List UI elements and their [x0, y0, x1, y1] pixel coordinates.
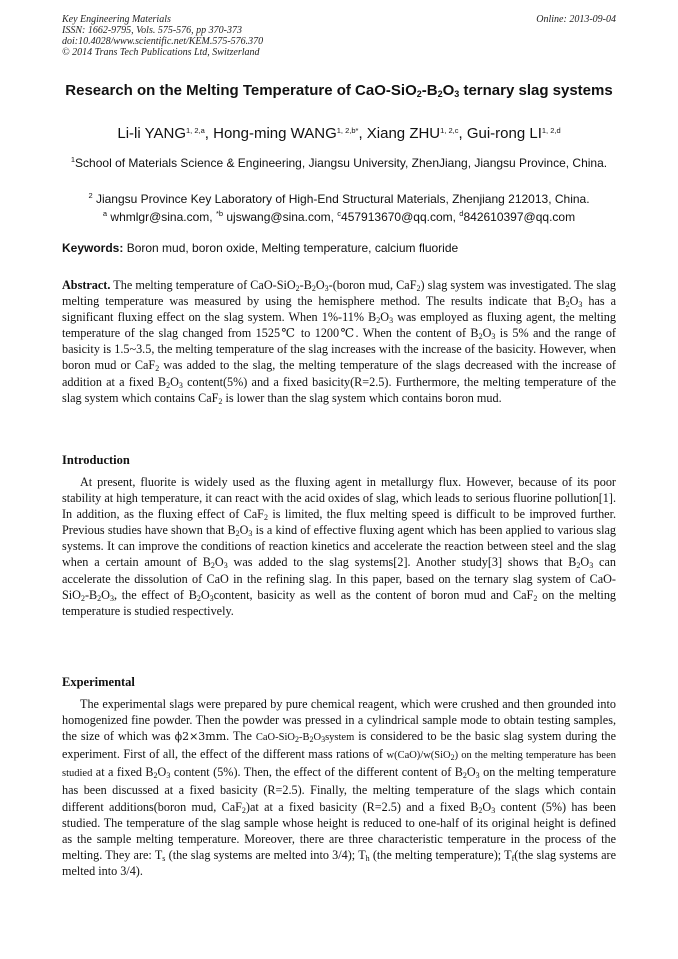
journal-name: Key Engineering Materials [62, 14, 171, 25]
introduction-paragraph: At present, fluorite is widely used as the fluxing agent in metallurgy flux. However, because of its poor stability at high temperature, it can react with the acid oxides of slag, which leads to serious fluorine pollution[1]. In addition, as the fluxing effect of CaF$_2$ is limited, the flux melting speed is difficult to be improved further. Previous studies have shown that $B_2O_3$ is a kind of effective fluxing agent which has been applied to various slag systems. It can improve the conditions of reaction kinetics and accelerate the reaction between steel and the slag when a certain amount of $B_2O_3$ was added to the slag systems[2]. Another study[3] shows that $B_2O_3$ can accelerate the dissolution of CaO in the refining slag. In this paper, based on the ternary slag system of CaO-$SiO_2-B_2O_3$, the effect of $B_2O_3content$, basicity as well as the content of boron mud and CaF$_2$ on the melting temperature is studied respectively. [62, 475, 617, 618]
email-d[interactable]: 842610397@qq.com [463, 210, 576, 224]
section-heading-experimental: Experimental [62, 675, 135, 689]
section-heading-introduction: Introduction [62, 453, 130, 467]
author-name: Gui-rong LI [466, 125, 542, 142]
author-emails: $^a$ whmlgr@sina.com, $^{*b}$ ujswang@sina.com, $^c$457913670@qq.com, $^d$842610397@qq.com [102, 209, 576, 224]
keywords-text: Boron mud, boron oxide, Melting temperature, calcium fluoride [123, 241, 459, 255]
keywords-label: Keywords: [62, 241, 124, 255]
email-a[interactable]: whmlgr@sina.com, [107, 210, 216, 224]
issn-line: ISSN: 1662-9795, Vols. 575-576, pp 370-373 [62, 25, 242, 36]
abstract-label: Abstract. [62, 278, 111, 292]
journal-header [62, 14, 442, 58]
copyright-line: © 2014 Trans Tech Publications Ltd, Switzerland [62, 47, 260, 58]
keywords-line [62, 240, 616, 256]
author-name: Li-li YANG [117, 125, 186, 142]
sample-size: ϕ2×3mm [174, 730, 227, 744]
paper-title: Research on the Melting Temperature of CaO-$SiO_2-B_2O_3$ ternary slag systems [65, 82, 613, 99]
abstract-paragraph: Abstract. The melting temperature of CaO-$SiO_2-B_2O_3-(boron$ mud, CaF$_2$) slag system was investigated. The slag melting temperature was measured by using the hemisphere method. The results indicate that $B_2O_3$ has a significant fluxing effect on the slag system. When 1%-11% $B_2O_3$ was employed as fluxing agent, the melting temperature of the slag changed from 1525℃ to 1200℃. When the content of $B_2O_3$ is 5% and the range of basicity is 1.5~3.5, the melting temperature of the slag increases with the increase of the basicity. However, when boron mud or CaF$_2$ was added to the slag, the melting temperature of the slags decreased with the increase of addition at a fixed $B_2O_3$ content(5%) and a fixed basicity(R=2.5). Furthermore, the melting temperature of the slag system which contains CaF$_2$ is lower than the slag system which contains boron mud. [62, 278, 617, 406]
online-date: Online: 2013-09-04 [536, 14, 616, 25]
author-name: Hong-ming WANG [213, 125, 337, 142]
author-name: Xiang ZHU [366, 125, 441, 142]
email-b[interactable]: ujswang@sina.com, [223, 210, 338, 224]
affiliation-2: $^2$ Jiangsu Province Key Laboratory of High-End Structural Materials, Zhenjiang 212013, China. [88, 191, 590, 206]
email-c[interactable]: 457913670@qq.com, [341, 210, 460, 224]
experimental-paragraph: The experimental slags were prepared by pure chemical reagent, which were crushed and then grounded into homogenized fine powder. Then the powder was pressed in a cylindrical sample mode to obtain testing samples, the size of which was ϕ2×3mm. The CaO-$SiO_2-B_2O_3system$ is considered to be the basic slag system during the experiment. First of all, the effect of the different mass rations of w(CaO)/w(SiO$_2$) on the melting temperature has been studied at a fixed $B_2O_3$ content (5%). Then, the effect of the different content of $B_2O_3$ on the melting temperature has been discussed at a fixed basicity (R=2.5). Finally, the melting temperature of the slags which contain different additions(boron mud, CaF$_2$)at at a fixed basicity (R=2.5) and a fixed $B_2O_3$ content (5%) has been studied. The temperature of the slag sample whose height is reduced to one-half of its original height is defined as the sample melting temperature. Moreover, there are three characteristic temperature in the process of the melting. They are: $T_s$ (the slag systems are melted into 3/4); $T_h$ (the melting temperature); $T_f(the$ slag systems are melted into 3/4). [62, 697, 617, 878]
author-list: Li-li YANG$^{1, 2,a}$, Hong-ming $WANG^{1, 2,b*}$, Xiang ZHU$^{1, 2,c}$, Gui-rong LI$^{1, 2,d}$ [117, 125, 561, 142]
affiliation-1: $^1$School of Materials Science & Engineering, Jiangsu University, ZhenJiang, Jiangsu Province, China. [70, 155, 608, 170]
doi-line: doi:10.4028/www.scientific.net/KEM.575-576.370 [62, 36, 264, 47]
